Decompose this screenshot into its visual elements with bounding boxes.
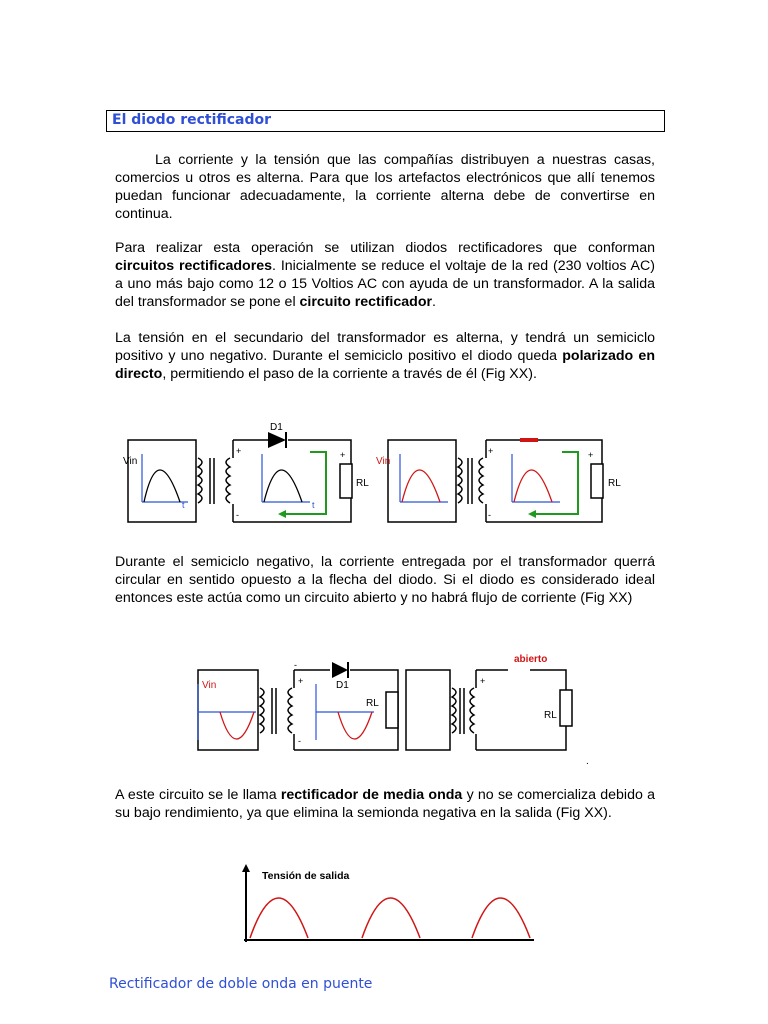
wave-negative-2	[338, 712, 372, 739]
resistor-rl-2	[591, 464, 603, 498]
primary-coil-1	[198, 458, 202, 503]
label-tension-salida: Tensión de salida	[262, 870, 350, 882]
half-wave-1	[250, 898, 308, 938]
label-vin-3: Vin	[202, 680, 217, 691]
svg-text:+: +	[298, 676, 304, 686]
paragraph-half-wave: A este circuito se le llama rectificador de media onda y no se comercializa debido a su bajo rendimiento, ya que elimina la semionda negativa en la salida (Fig XX).	[115, 787, 656, 821]
half-wave-3	[472, 898, 530, 938]
diode-d1-reverse	[332, 662, 348, 678]
wave-black-1	[144, 470, 180, 502]
wave-red-2	[514, 470, 552, 502]
svg-text:+: +	[488, 446, 494, 456]
svg-text:-: -	[298, 736, 301, 746]
label-rl-3: RL	[366, 698, 379, 709]
label-d1-1: D1	[270, 422, 283, 433]
paragraph-positive-semicycle: La tensión en el secundario del transformador es alterna, y tendrá un semiciclo positivo y uno negativo. Durante el semiciclo positivo el diodo queda polarizado en directo, permitiendo el paso de la corriente a través de él (Fig XX).	[115, 330, 655, 382]
svg-text:.: .	[586, 756, 589, 767]
figure-positive-semicycle	[118, 418, 638, 528]
bold-polarizado-directo: polarizado en directo	[115, 348, 655, 382]
diode-d1-1	[268, 432, 286, 448]
label-vin-1: Vin	[123, 456, 138, 467]
section-title: El diodo rectificador	[112, 112, 272, 128]
svg-text:+: +	[340, 450, 346, 460]
label-abierto: abierto	[514, 654, 548, 665]
secondary-loop-1	[233, 440, 351, 522]
paragraph-rectifier-operation: Para realizar esta operación se utilizan diodos rectificadores que conforman circuitos rectificadores. Inicialmente se reduce el voltaje de la red (230 voltios AC) a uno más bajo como 12 o 15 Voltios AC con ayuda de un transformador. A la salida del transformador se pone el circuito rectificador.	[115, 240, 655, 310]
svg-text:-: -	[236, 510, 239, 520]
diode-closed-2	[520, 438, 538, 442]
next-section-heading: Rectificador de doble onda en puente	[109, 976, 373, 992]
half-wave-2	[362, 898, 420, 938]
bold-rectificador-media-onda: rectificador de media onda	[280, 787, 463, 803]
svg-text:+: +	[236, 446, 242, 456]
svg-text:+: +	[480, 676, 486, 686]
label-rl-1: RL	[356, 478, 369, 489]
current-arrow-1	[282, 452, 326, 514]
label-d1-2: D1	[336, 680, 349, 691]
svg-text:-: -	[488, 510, 491, 520]
primary-loop-2	[388, 440, 456, 522]
figure-negative-semicycle	[190, 648, 610, 770]
bold-circuito-rectificador: circuito rectificador	[299, 294, 433, 310]
primary-loop-1	[128, 440, 196, 522]
paragraph-negative-semicycle: Durante el semiciclo negativo, la corriente entregada por el transformador querrá circular en sentido opuesto a la flecha del diodo. Si el diodo es considerado ideal entonces este actúa como un circuito abierto y no habrá flujo de corriente (Fig XX)	[115, 554, 655, 606]
label-t-2: t	[312, 500, 315, 510]
secondary-loop-2	[486, 440, 602, 522]
svg-text:+: +	[588, 450, 594, 460]
label-rl-2: RL	[608, 478, 621, 489]
wave-red-1	[402, 470, 440, 502]
label-rl-4: RL	[544, 710, 557, 721]
section-title-box	[106, 110, 665, 132]
svg-text:-: -	[294, 660, 297, 670]
current-arrow-2	[532, 452, 578, 514]
resistor-rl-1	[340, 464, 352, 498]
label-t-1: t	[182, 500, 185, 510]
bold-circuitos-rectificadores: circuitos rectificadores	[115, 258, 273, 274]
wave-negative-1	[220, 712, 254, 739]
figure-output-voltage	[236, 862, 540, 948]
paragraph-intro: La corriente y la tensión que las compañías distribuyen a nuestras casas, comercios u otros es alterna. Para que los artefactos electrónicos que allí tenemos puedan funcionar adecuadamente, la corriente alterna debe de convertirse en continua.	[115, 152, 655, 222]
label-vin-2: Vin	[376, 456, 391, 467]
secondary-coil-1	[226, 458, 230, 503]
wave-black-2	[264, 470, 302, 502]
